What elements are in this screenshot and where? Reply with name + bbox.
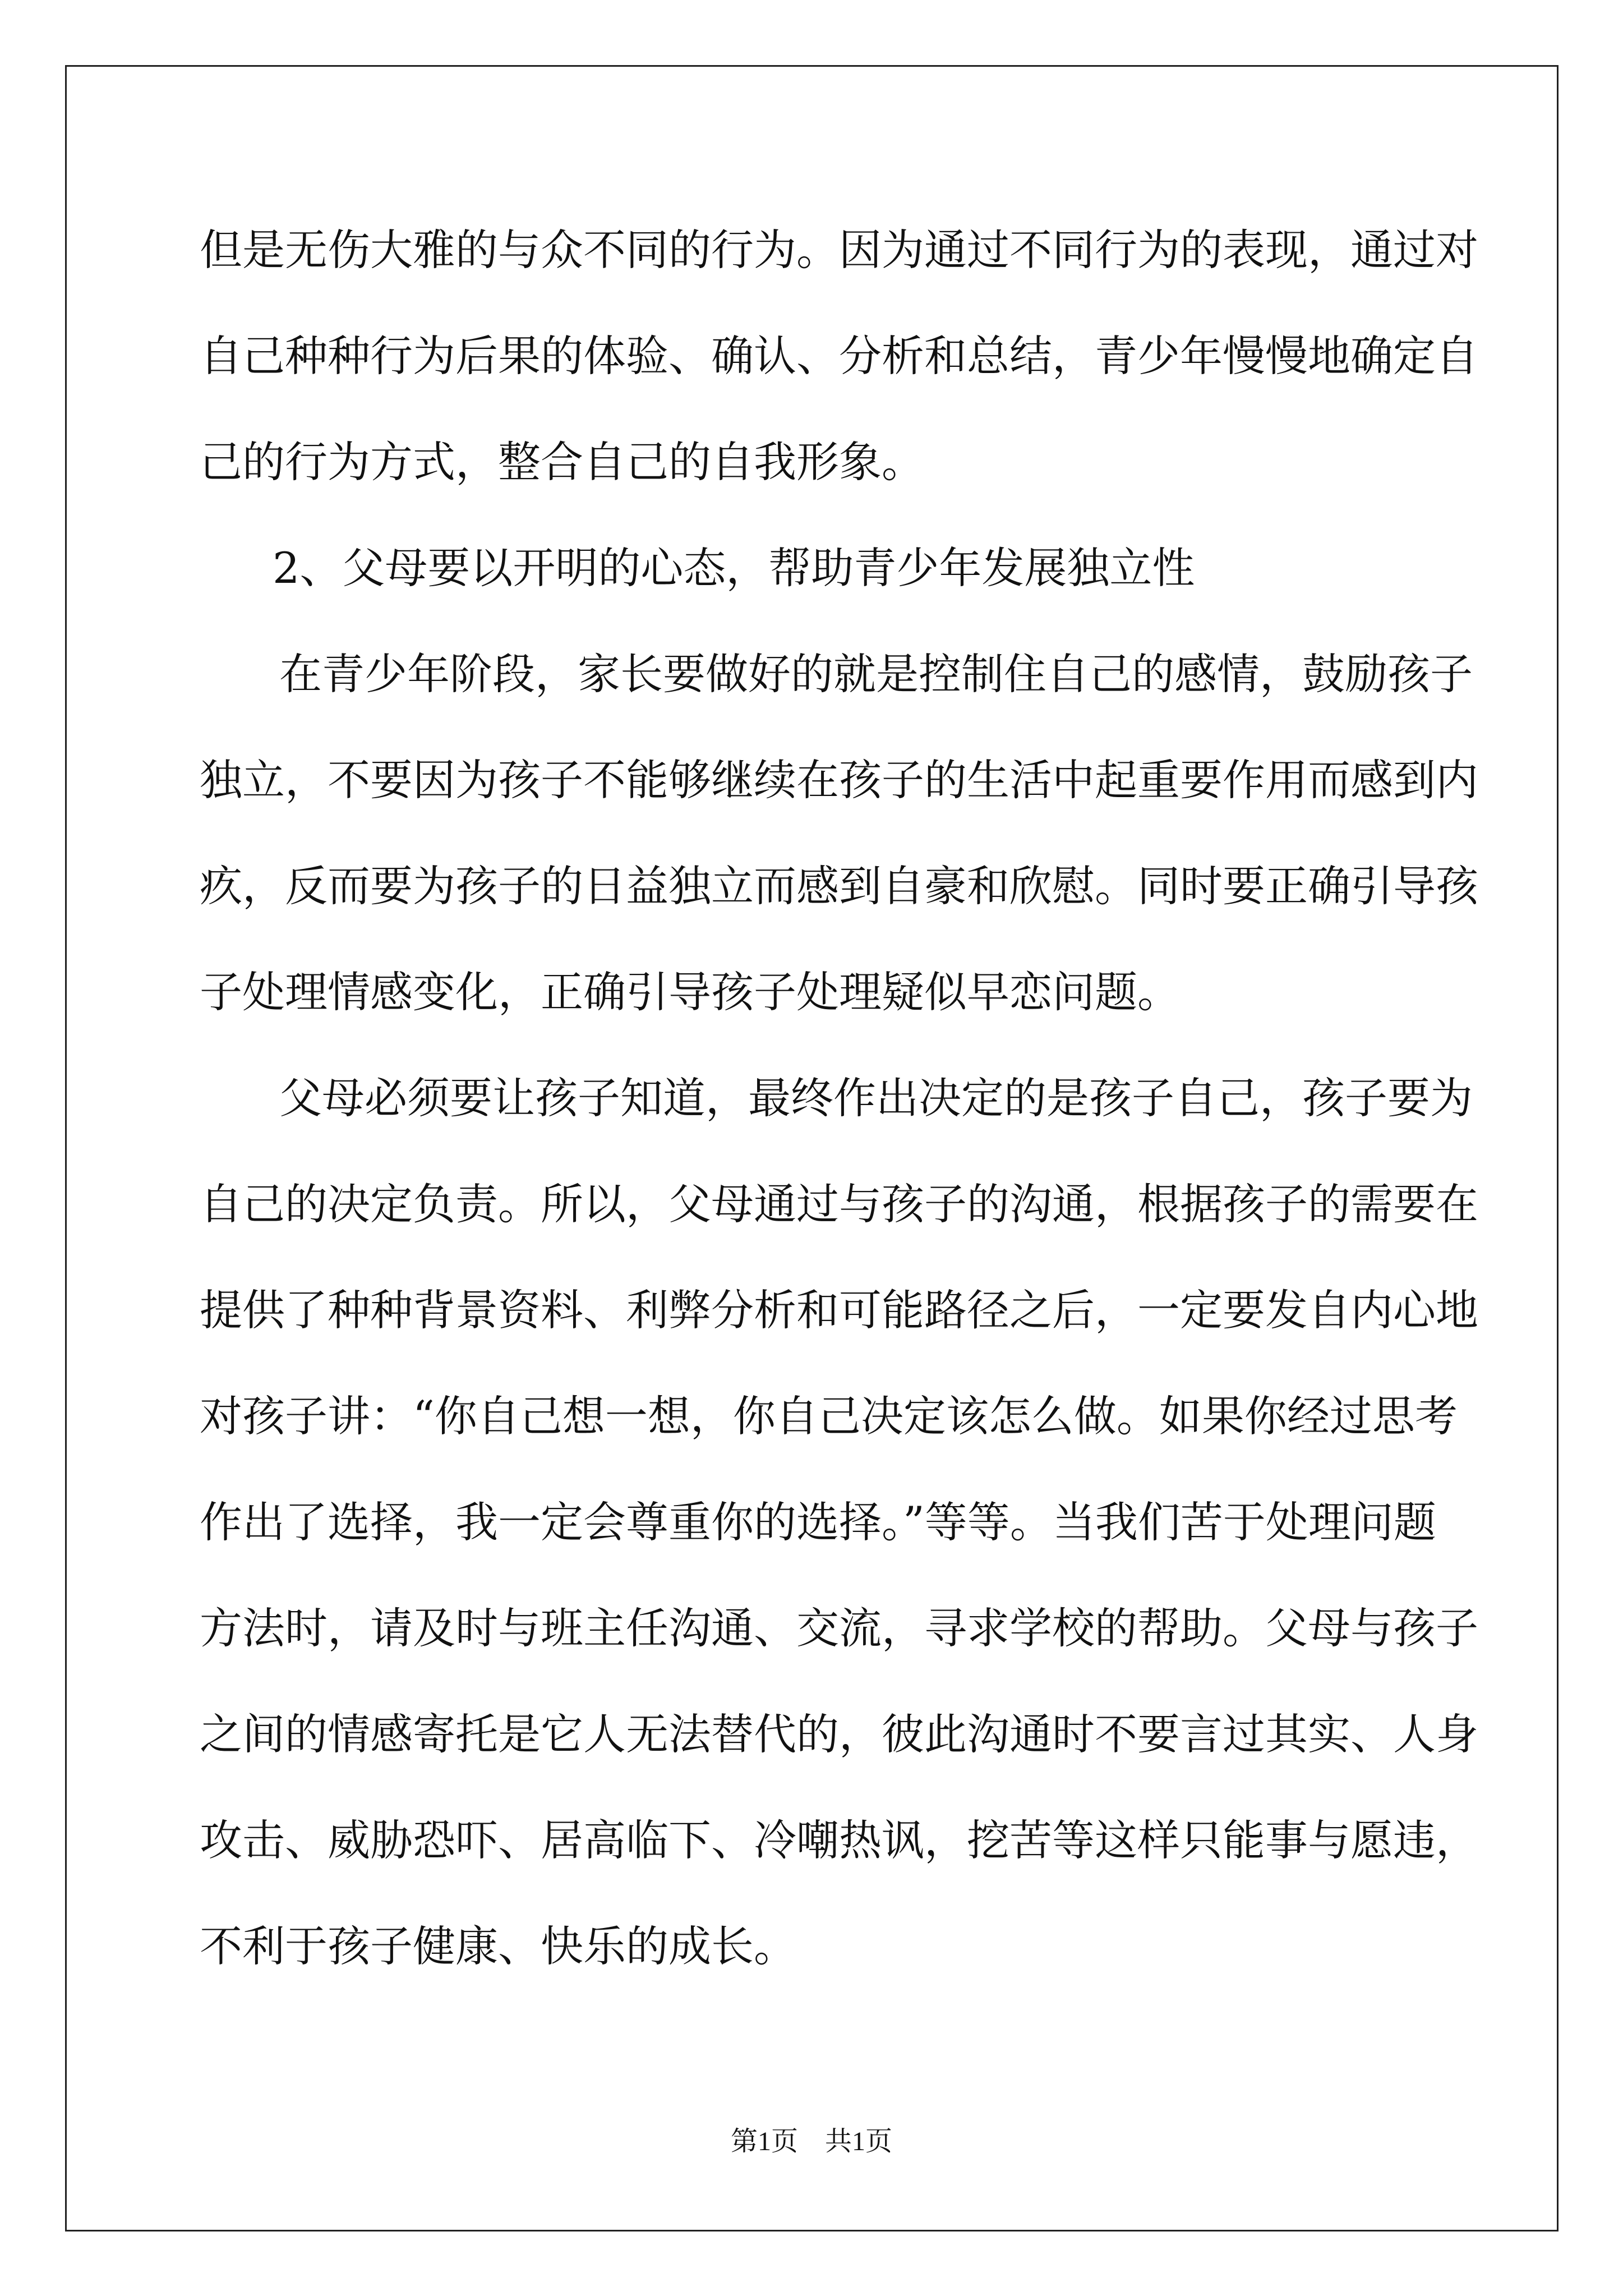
text-line: 方法时，请及时与班主任沟通、交流，寻求学校的帮助。父母与孩子 (200, 1603, 1478, 1653)
text-line: 独立，不要因为孩子不能够继续在孩子的生活中起重要作用而感到内 (200, 755, 1478, 805)
text-line: 但是无伤大雅的与众不同的行为。因为通过不同行为的表现，通过对 (200, 225, 1478, 275)
text-line: 疚，反而要为孩子的日益独立而感到自豪和欣慰。同时要正确引导孩 (200, 861, 1478, 911)
text-line: 对孩子讲：“你自己想一想，你自己决定该怎么做。如果你经过思考 (200, 1391, 1458, 1441)
text-line: 之间的情感寄托是它人无法替代的，彼此沟通时不要言过其实、人身 (200, 1709, 1478, 1759)
text-line: 己的行为方式，整合自己的自我形象。 (200, 437, 924, 487)
page-footer (0, 2125, 1623, 2159)
section-heading: 2、父母要以开明的心态，帮助青少年发展独立性 (273, 543, 1195, 593)
text-line: 攻击、威胁恐吓、居高临下、冷嘲热讽，挖苦等这样只能事与愿违， (200, 1815, 1478, 1865)
page-total: 共1页 (825, 2127, 893, 2156)
text-line: 自己的决定负责。所以，父母通过与孩子的沟通，根据孩子的需要在 (200, 1179, 1478, 1229)
text-line: 不利于孩子健康、快乐的成长。 (200, 1921, 796, 1971)
text-line: 子处理情感变化，正确引导孩子处理疑似早恋问题。 (200, 967, 1180, 1017)
text-line: 自己种种行为后果的体验、确认、分析和总结，青少年慢慢地确定自 (200, 331, 1478, 381)
text-line: 父母必须要让孩子知道，最终作出决定的是孩子自己，孩子要为 (279, 1073, 1473, 1123)
page-border (65, 65, 1559, 2231)
text-line: 提供了种种背景资料、利弊分析和可能路径之后，一定要发自内心地 (200, 1285, 1478, 1335)
text-line: 作出了选择，我一定会尊重你的选择。”等等。当我们苦于处理问题 (200, 1497, 1436, 1547)
text-line: 在青少年阶段，家长要做好的就是控制住自己的感情，鼓励孩子 (279, 649, 1473, 699)
page-number: 第1页 (730, 2127, 798, 2156)
